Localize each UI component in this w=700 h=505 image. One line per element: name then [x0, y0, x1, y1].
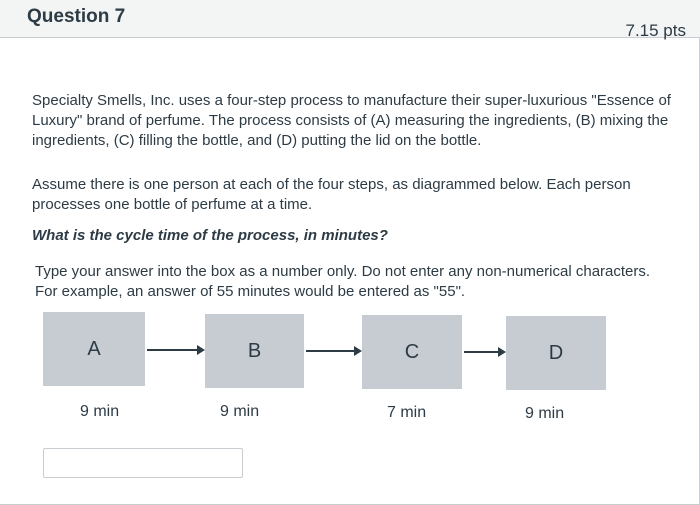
step-box-a	[43, 312, 145, 386]
question-prompt: What is the cycle time of the process, in minutes?	[32, 227, 388, 244]
question-title: Question 7	[27, 6, 126, 27]
arrow-c-to-d	[464, 351, 504, 353]
step-label-b: B	[247, 339, 262, 362]
arrow-a-to-b	[147, 349, 203, 351]
step-time-c: 7 min	[387, 404, 427, 421]
step-time-d: 9 min	[525, 405, 565, 422]
question-paragraph-2: Assume there is one person at each of the four steps, as diagrammed below. Each person processes one bottle of perfume at a time.	[32, 176, 631, 213]
question-header	[0, 0, 700, 38]
step-time-b: 9 min	[220, 403, 260, 420]
step-box-c	[362, 315, 462, 389]
step-time-a: 9 min	[80, 403, 120, 420]
step-box-b	[205, 314, 304, 388]
question-points: 7.15 pts	[625, 21, 686, 40]
question-text	[32, 91, 672, 300]
step-box-d	[506, 316, 606, 390]
arrow-b-to-c	[306, 350, 360, 352]
step-label-a: A	[87, 337, 101, 360]
answer-input[interactable]	[43, 448, 243, 478]
step-label-d: D	[548, 341, 564, 364]
question-paragraph-1: Specialty Smells, Inc. uses a four-step process to manufacture their super-luxurious "Essence of Luxury" brand of perfume. The process consists of (A) measuring the ingredients, (B) mixing the ingredients, (C) filling the bottle, and (D) putting the lid on the bottle.	[32, 92, 671, 149]
question-instructions: Type your answer into the box as a number only. Do not enter any non-numerical characters. For example, an answer of 55 minutes would be entered as "55".	[35, 263, 651, 300]
step-label-c: C	[404, 340, 420, 363]
